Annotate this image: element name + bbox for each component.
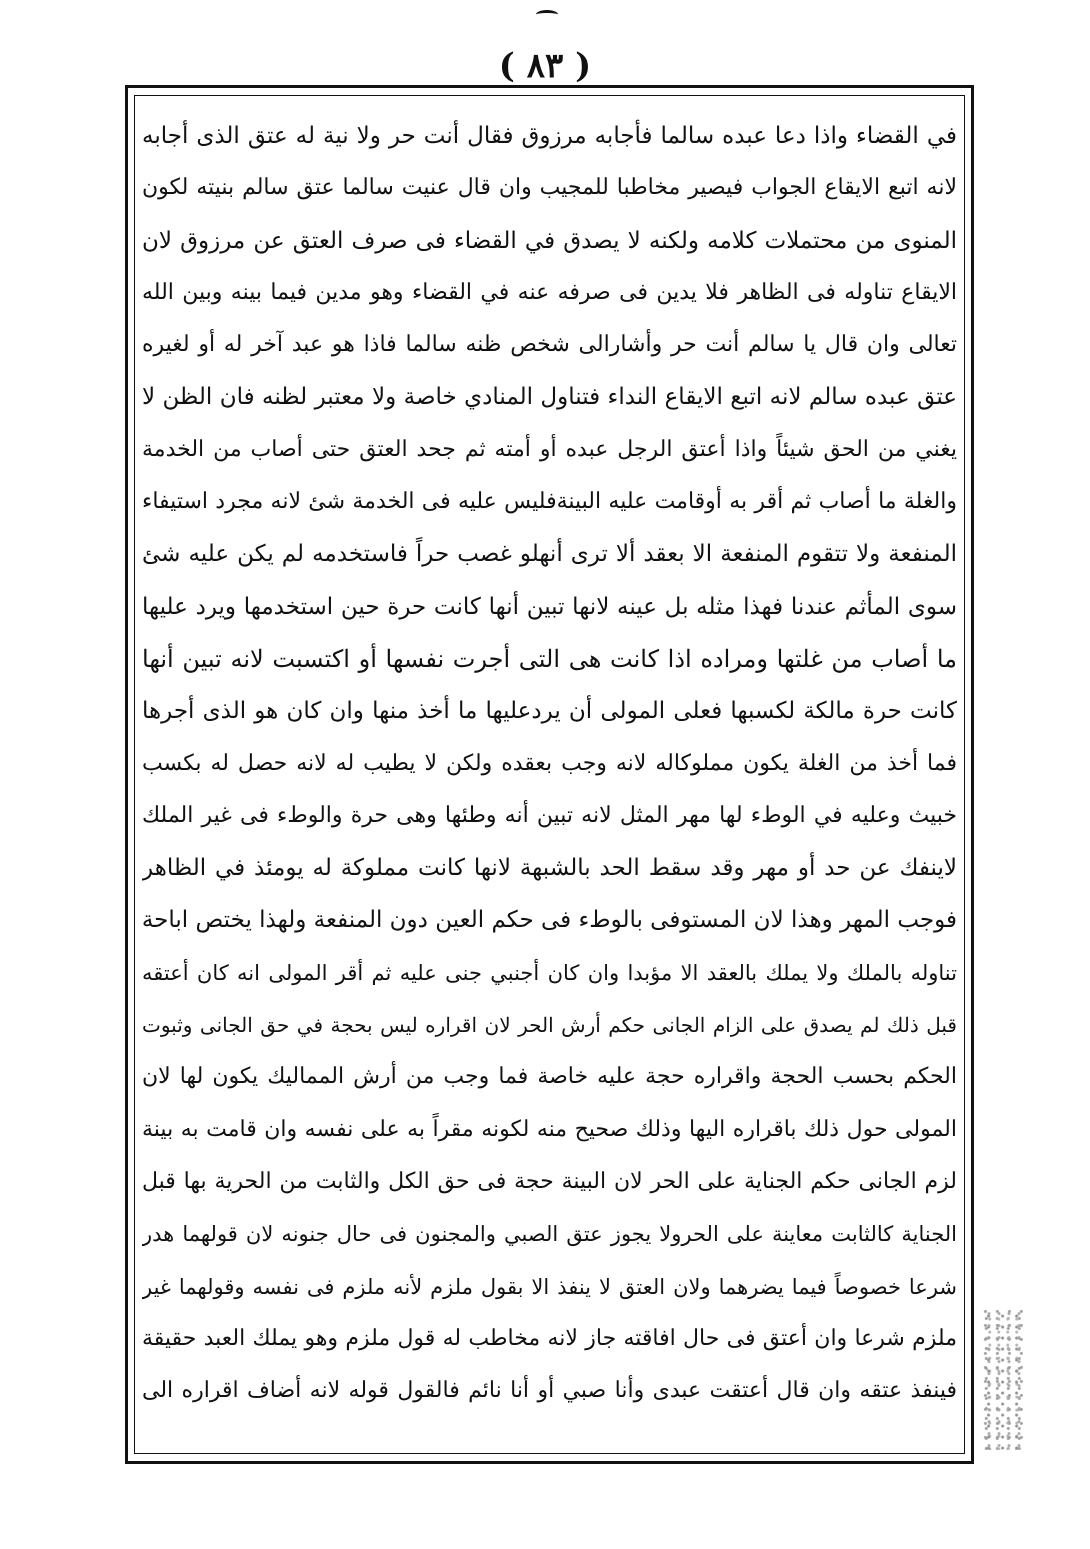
text-line: والغلة ما أصاب ثم أقر به أوقامت عليه البينةفليس عليه فى الخدمة شئ لانه مجرد استيفاء: [142, 489, 957, 515]
scan-speckle-noise: [983, 1310, 1023, 1450]
text-line: فوجب المهر وهذا لان المستوفى بالوطء فى حكم العين دون المنفعة ولهذا يختص اباحة: [142, 907, 957, 934]
text-line: تناوله بالملك ولا يملك بالعقد الا مؤبدا وان كان أجنبي جنى عليه ثم أقر المولى انه كان أعتقه: [142, 960, 957, 985]
text-line: في القضاء واذا دعا عبده سالما فأجابه مرزوق فقال أنت حر ولا نية له عتق الذى أجابه: [142, 123, 957, 149]
top-ornament-mark: [536, 10, 558, 19]
text-line: فما أخذ من الغلة يكون مملوكاله لانه وجب بعقده ولكن لا يطيب له لانه حصل له بكسب: [142, 750, 957, 776]
text-line: يغني من الحق شيئاً واذا أعتق الرجل عبده أو أمته ثم جحد العتق حتى أصاب من الخدمة: [142, 436, 957, 462]
text-body: [142, 110, 957, 1417]
text-line: سوى المأثم عندنا فهذا مثله بل عينه لانها تبين أنها كانت حرة حين استخدمها ويرد عليها: [142, 593, 957, 620]
text-line: لزم الجانى حكم الجناية على الحر لان البينة حجة فى حق الكل والثابت من الحرية بها قبل: [142, 1168, 957, 1194]
text-line: فينفذ عتقه وان قال أعتقت عبدى وأنا صبي أو أنا نائم فالقول قوله لانه أضاف اقراره الى: [142, 1378, 957, 1404]
text-line: المنوى من محتملات كلامه ولكنه لا يصدق في القضاء فى صرف العتق عن مرزوق لان: [142, 227, 957, 254]
text-line: المنفعة ولا تتقوم المنفعة الا بعقد ألا ترى أنهلو غصب حراً فاستخدمه لم يكن عليه شئ: [142, 541, 957, 568]
page-number: ( ٨٣ ): [498, 46, 592, 86]
text-line: الحكم بحسب الحجة واقراره حجة عليه خاصة فما وجب من أرش المماليك يكون لها لان: [142, 1064, 957, 1090]
text-line: قبل ذلك لم يصدق على الزام الجانى حكم أرش الحر لان اقراره ليس بحجة في حق الجانى وثبوت: [142, 1013, 957, 1038]
text-line: ما أصاب من غلتها ومراده اذا كانت هى التى أجرت نفسها أو اكتسبت لانه تبين أنها: [142, 644, 957, 673]
text-line: الجناية كالثابت معاينة على الحرولا يجوز عتق الصبي والمجنون فى حال جنونه لان قولهما هدر: [142, 1222, 957, 1247]
text-line: عتق عبده سالم لانه اتبع الايقاع النداء فتناول المنادي خاصة ولا معتبر لظنه فان الظن لا: [142, 384, 957, 411]
text-line: لانه اتبع الايقاع الجواب فيصير مخاطبا للمجيب وان قال عنيت سالما عتق سالم بنيته لكون: [142, 175, 957, 201]
text-line: تعالى وان قال يا سالم أنت حر وأشارالى شخص ظنه سالما فاذا هو عبد آخر له أو لغيره: [142, 332, 957, 358]
text-line: شرعا خصوصاً فيما يضرهما ولان العتق لا ينفذ الا بقول ملزم لأنه ملزم فى نفسه وقولهما غير: [142, 1274, 957, 1299]
text-line: لاينفك عن حد أو مهر وقد سقط الحد بالشبهة لانها كانت مملوكة له يومئذ في الظاهر: [142, 855, 957, 882]
text-line: كانت حرة مالكة لكسبها فعلى المولى أن يردعليها ما أخذ منها وان كان هو الذى أجرها: [142, 698, 957, 725]
text-line: الايقاع تناوله فى الظاهر فلا يدين فى صرفه عنه في القضاء وهو مدين فيما بينه وبين الله: [142, 279, 957, 305]
text-line: خبيث وعليه في الوطء لها مهر المثل لانه تبين أنه وطئها وهى حرة والوطء فى غير الملك: [142, 802, 957, 828]
text-line: ملزم شرعا وان أعتق فى حال افاقته جاز لانه مخاطب له قول ملزم وهو يملك العبد حقيقة: [142, 1325, 957, 1351]
text-line: المولى حول ذلك باقراره اليها وذلك صحيح منه لكونه مقراً به على نفسه وان قامت به بينة: [142, 1116, 957, 1142]
